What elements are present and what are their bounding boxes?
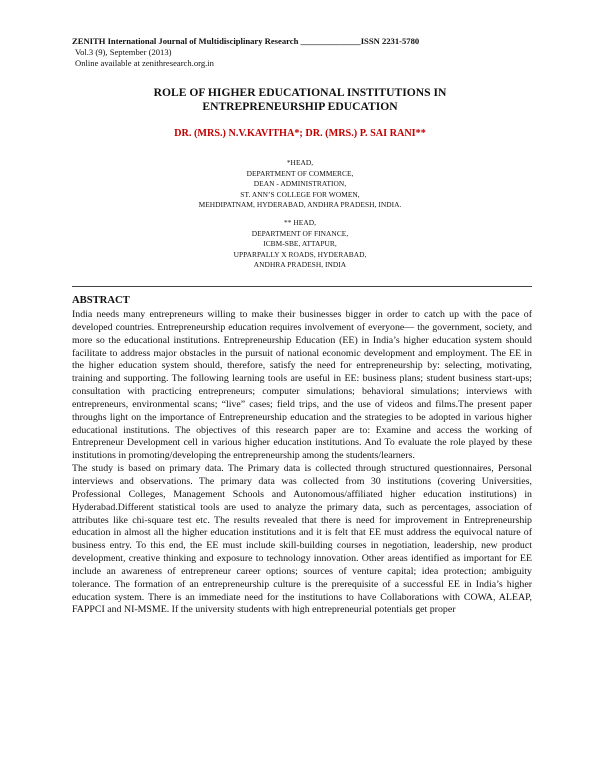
affiliation-line: DEAN - ADMINISTRATION,	[253, 179, 347, 189]
affiliation-line: ICBM-SBE, ATTAPUR,	[263, 239, 337, 249]
paper-title	[60, 86, 540, 114]
affiliation-line: ** HEAD,	[283, 218, 316, 227]
paper-title-line-1: ROLE OF HIGHER EDUCATIONAL INSTITUTIONS IN	[153, 86, 447, 99]
section-divider	[72, 286, 532, 287]
affiliation-line: UPPARPALLY X ROADS, HYDERABAD,	[233, 249, 367, 259]
journal-online-availability: Online available at zenithresearch.org.in	[75, 58, 214, 69]
abstract-body	[72, 309, 532, 617]
abstract-heading: ABSTRACT	[72, 295, 130, 306]
affiliation-line: ANDHRA PRADESH, INDIA	[253, 260, 347, 270]
affiliation-line: *HEAD,	[286, 158, 314, 167]
journal-header	[72, 36, 542, 70]
journal-volume: Vol.3 (9), September (2013)	[75, 47, 172, 58]
affiliation-first-author	[60, 158, 540, 211]
paper-title-line-2: ENTREPRENEURSHIP EDUCATION	[202, 100, 398, 113]
journal-name: ZENITH International Journal of Multidisciplinary Research ______________ISSN 2231-5780	[72, 36, 420, 46]
affiliation-line: ST. ANN’S COLLEGE FOR WOMEN,	[240, 189, 360, 199]
abstract-paragraph: The study is based on primary data. The Primary data is collected through structured questionnaires, Personal interviews and observations. The primary data was collected from 30 institutions (covering Universities, Professional Colleges, Management Schools and Autonomous/affiliated higher education institutions) in Hyderabad.Different statistical tools are used to analyze the primary data, such as percentages, association of attributes like chi-square test etc. The results revealed that there is need for improvement in Entrepreneurship education in almost all the higher education institutions and it is felt that EE must address the equivocal nature of business entry. To this end, the EE must include skill-building courses in negotiation, leadership, new product development, creative thinking and exposure to technology innovation. Other areas identified as important for EE include an awareness of entrepreneur career options; sources of venture capital; idea protection; ambiguity tolerance. The formation of an entrepreneurship culture is the prerequisite of a successful EE in India’s higher education system. There is an immediate need for the institutions to have Collaborations with COWA, ALEAP, FAPPCI and NI-MSME. If the university students with high entrepreneurial potentials get proper	[72, 463, 532, 616]
abstract-paragraph: India needs many entrepreneurs willing to make their businesses bigger in order to catch up with the pace of developed countries. Entrepreneurship education requires involvement of everyone— the government, society, and more so the educational institutions. Entrepreneurship Education (EE) in India’s higher education system should facilitate to address major obstacles in the pursuit of national economic development and employment. The EE in the higher education system should, therefore, satisfy the need for entrepreneurship by: selecting, motivating, training and supporting. The following learning tools are useful in EE: business plans; student business start-ups; consultation with practicing entrepreneurs; computer simulations; behavioral simulations; interviews with entrepreneurs, environmental scans; “live” cases; field trips, and the use of videos and films.The present paper throughs light on the importance of Entrepreneurship education and the strategies to be adopted in various higher educational institutions. The objectives of this research paper are to: Examine and access the working of Entrepreneur Development cell in various higher education institutions. And To evaluate the role played by these institutions in promoting/developing the entrepreneurship among the students/learners.	[72, 309, 532, 462]
paper-authors: DR. (MRS.) N.V.KAVITHA*; DR. (MRS.) P. SAI RANI**	[174, 128, 426, 139]
affiliation-line: MEHDIPATNAM, HYDERABAD, ANDHRA PRADESH, INDIA.	[198, 200, 402, 210]
affiliation-second-author	[60, 218, 540, 271]
affiliation-line: DEPARTMENT OF COMMERCE,	[246, 168, 354, 178]
affiliation-line: DEPARTMENT OF FINANCE,	[251, 228, 349, 238]
